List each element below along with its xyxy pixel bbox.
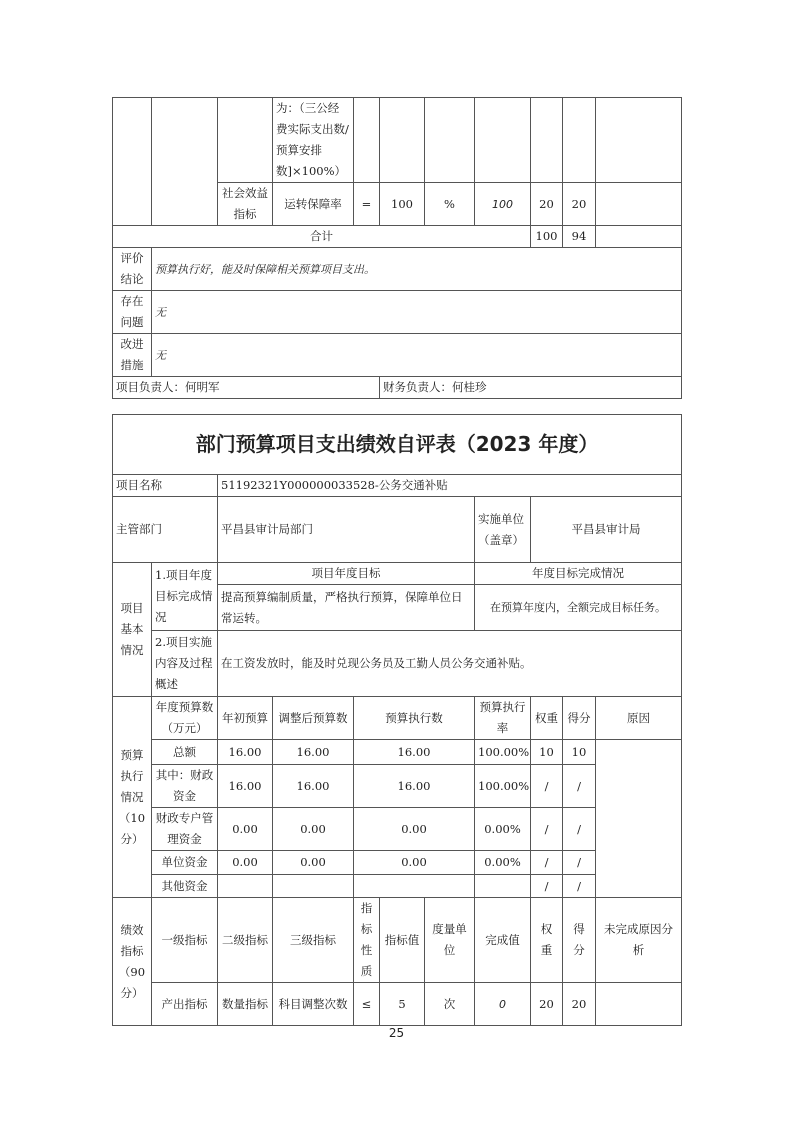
budget-row-name: 财政专户管理资金 <box>152 808 218 851</box>
indicator-unit: % <box>425 183 475 226</box>
budget-rate: 100.00% <box>475 740 531 765</box>
perf-reason <box>596 983 682 1026</box>
budget-score: / <box>563 765 596 808</box>
budget-executed: 0.00 <box>354 851 475 875</box>
budget-header: 调整后预算数 <box>273 697 354 740</box>
perf-target: 5 <box>380 983 425 1026</box>
budget-header: 预算执行率 <box>475 697 531 740</box>
budget-adjusted: 0.00 <box>273 851 354 875</box>
budget-header: 年度预算数（万元） <box>152 697 218 740</box>
impl-unit-label: 实施单位（盖章） <box>475 497 531 563</box>
budget-score: / <box>563 808 596 851</box>
perf-actual: 0 <box>475 983 531 1026</box>
budget-rate: 0.00% <box>475 851 531 875</box>
basic-info-label: 项目基本情况 <box>113 563 152 697</box>
budget-weight: 10 <box>531 740 563 765</box>
budget-section-label: 预算执行情况（10分） <box>113 697 152 898</box>
budget-adjusted <box>273 875 354 898</box>
project-name: 51192321Y000000033528-公务交通补贴 <box>218 475 682 497</box>
problems-label: 存在问题 <box>113 291 152 334</box>
budget-row-name: 其中：财政资金 <box>152 765 218 808</box>
perf-weight: 20 <box>531 983 563 1026</box>
perf-level1: 产出指标 <box>152 983 218 1026</box>
goal-done-text: 在预算年度内，全额完成目标任务。 <box>475 585 682 631</box>
impl-text: 在工资发放时，能及时兑现公务员及工勤人员公务交通补贴。 <box>218 631 682 697</box>
budget-executed <box>354 875 475 898</box>
perf-header: 权重 <box>531 898 563 983</box>
perf-header: 一级指标 <box>152 898 218 983</box>
budget-executed: 16.00 <box>354 765 475 808</box>
budget-weight: / <box>531 765 563 808</box>
dept-label: 主管部门 <box>113 497 218 563</box>
budget-adjusted: 16.00 <box>273 740 354 765</box>
budget-row-name: 其他资金 <box>152 875 218 898</box>
budget-initial <box>218 875 273 898</box>
budget-row-name: 单位资金 <box>152 851 218 875</box>
budget-executed: 16.00 <box>354 740 475 765</box>
budget-rate <box>475 875 531 898</box>
perf-header: 得分 <box>563 898 596 983</box>
third-level-indicator-cont: 为：（三公经费实际支出数/预算安排数]×100%） <box>273 98 354 183</box>
goal-text: 提高预算编制质量，严格执行预算，保障单位日常运转。 <box>218 585 475 631</box>
total-score: 94 <box>563 226 596 248</box>
page-number: 25 <box>388 1026 405 1040</box>
perf-score: 20 <box>563 983 596 1026</box>
third-level-indicator: 运转保障率 <box>273 183 354 226</box>
indicator-actual: 100 <box>475 183 531 226</box>
perf-header: 三级指标 <box>273 898 354 983</box>
budget-adjusted: 0.00 <box>273 808 354 851</box>
indicator-weight: 20 <box>531 183 563 226</box>
budget-header: 得分 <box>563 697 596 740</box>
budget-row <box>113 740 682 765</box>
budget-reason <box>596 740 682 898</box>
budget-weight: / <box>531 808 563 851</box>
budget-initial: 16.00 <box>218 740 273 765</box>
project-lead: 项目负责人：何明军 <box>113 377 380 399</box>
budget-rate: 0.00% <box>475 808 531 851</box>
budget-header: 权重 <box>531 697 563 740</box>
perf-header: 二级指标 <box>218 898 273 983</box>
budget-initial: 16.00 <box>218 765 273 808</box>
perf-nature: ≤ <box>354 983 380 1026</box>
impl-unit-value: 平昌县审计局 <box>531 497 682 563</box>
budget-weight: / <box>531 875 563 898</box>
indicator-score: 20 <box>563 183 596 226</box>
project-name-label: 项目名称 <box>113 475 218 497</box>
perf-level3: 科目调整次数 <box>273 983 354 1026</box>
previous-table-continuation <box>112 97 682 399</box>
dept-value: 平昌县审计局部门 <box>218 497 475 563</box>
conclusion-value: 预算执行好，能及时保障相关预算项目支出。 <box>152 248 682 291</box>
perf-header: 完成值 <box>475 898 531 983</box>
indicator-nature: = <box>354 183 380 226</box>
goal-label: 1.项目年度目标完成情况 <box>152 563 218 631</box>
conclusion-label: 评价结论 <box>113 248 152 291</box>
budget-executed: 0.00 <box>354 808 475 851</box>
budget-header: 年初预算 <box>218 697 273 740</box>
impl-label: 2.项目实施内容及过程概述 <box>152 631 218 697</box>
empty-cell <box>152 98 218 226</box>
budget-header: 预算执行数 <box>354 697 475 740</box>
budget-rate: 100.00% <box>475 765 531 808</box>
empty-cell <box>113 98 152 226</box>
perf-level2: 数量指标 <box>218 983 273 1026</box>
budget-initial: 0.00 <box>218 851 273 875</box>
perf-header: 指标性质 <box>354 898 380 983</box>
budget-adjusted: 16.00 <box>273 765 354 808</box>
budget-score: / <box>563 875 596 898</box>
budget-initial: 0.00 <box>218 808 273 851</box>
budget-score: / <box>563 851 596 875</box>
measures-label: 改进措施 <box>113 334 152 377</box>
second-level-indicator: 社会效益指标 <box>218 183 273 226</box>
empty-cell <box>218 98 273 183</box>
perf-header: 度量单位 <box>425 898 475 983</box>
total-label: 合计 <box>113 226 531 248</box>
indicator-target: 100 <box>380 183 425 226</box>
perf-unit: 次 <box>425 983 475 1026</box>
form-title: 部门预算项目支出绩效自评表（2023 年度） <box>113 415 682 475</box>
budget-row-name: 总额 <box>152 740 218 765</box>
goal-done-header: 年度目标完成情况 <box>475 563 682 585</box>
finance-lead: 财务负责人：何桂珍 <box>380 377 682 399</box>
perf-header: 未完成原因分析 <box>596 898 682 983</box>
perf-row <box>113 983 682 1026</box>
measures-value: 无 <box>152 334 682 377</box>
budget-score: 10 <box>563 740 596 765</box>
perf-section-label: 绩效指标（90分） <box>113 898 152 1026</box>
perf-header: 指标值 <box>380 898 425 983</box>
budget-weight: / <box>531 851 563 875</box>
problems-value: 无 <box>152 291 682 334</box>
goal-header: 项目年度目标 <box>218 563 475 585</box>
performance-self-evaluation-form <box>112 414 682 1026</box>
budget-header: 原因 <box>596 697 682 740</box>
total-weight: 100 <box>531 226 563 248</box>
